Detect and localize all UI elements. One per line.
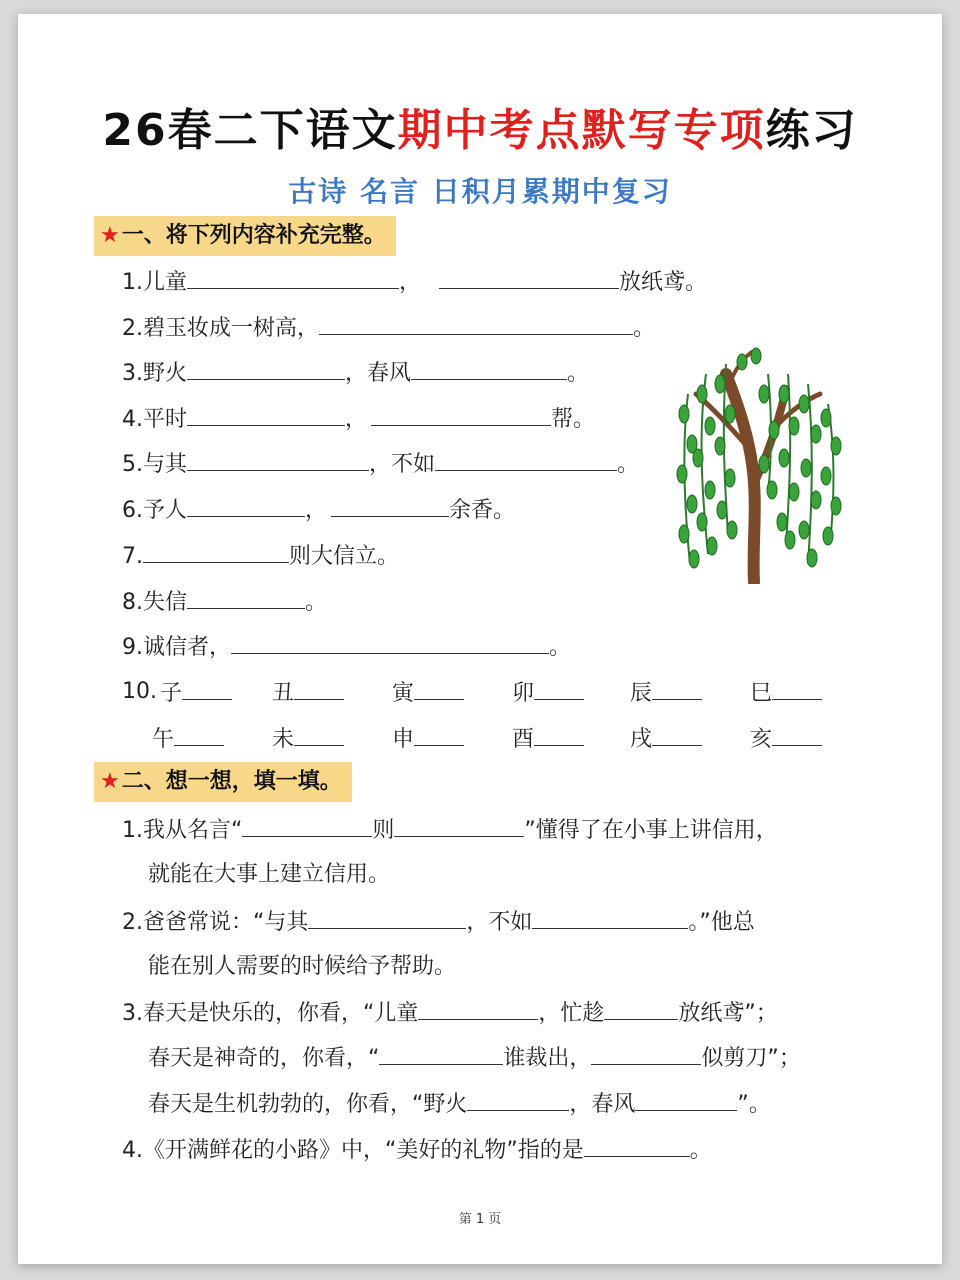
answer-blank[interactable] <box>187 448 369 471</box>
s1-q3-text-b: ，春风 <box>345 361 412 386</box>
s2-q1-text-b: 则 <box>372 818 395 843</box>
s2-q1-line1 <box>122 814 778 846</box>
answer-blank[interactable] <box>187 403 345 426</box>
answer-blank[interactable] <box>242 814 372 837</box>
s1-q4 <box>122 403 595 435</box>
zodiac-item <box>392 677 464 709</box>
zodiac-char: 酉 <box>512 727 535 752</box>
answer-blank[interactable] <box>294 677 344 700</box>
answer-blank[interactable] <box>534 723 584 746</box>
s2-q3-line1 <box>122 997 778 1029</box>
title-part3: 练习 <box>765 105 858 156</box>
answer-blank[interactable] <box>182 677 232 700</box>
s1-q1-text-a: 1.儿童 <box>122 270 187 295</box>
answer-blank[interactable] <box>584 1134 690 1157</box>
s2-q3-text-b: ，忙趁 <box>538 1001 605 1026</box>
s1-q6-text-c: 余香。 <box>449 498 516 523</box>
s2-q2-text-a: 2.爸爸常说：“与其 <box>122 910 309 935</box>
s1-q8 <box>122 586 327 618</box>
s1-q7-text-b: 则大信立。 <box>289 544 400 569</box>
s1-q3 <box>122 357 589 389</box>
zodiac-char: 寅 <box>392 681 415 706</box>
zodiac-item <box>512 677 584 709</box>
answer-blank[interactable] <box>174 723 224 746</box>
title-part2: 期中考点默写专项 <box>397 105 766 156</box>
answer-blank[interactable] <box>635 1088 737 1111</box>
worksheet-page <box>18 14 942 1264</box>
s2-q2-line1 <box>122 906 755 938</box>
s2-q3-text-g: 春天是生机勃勃的，你看，“野火 <box>148 1092 468 1117</box>
zodiac-item <box>630 677 702 709</box>
answer-blank[interactable] <box>379 1042 503 1065</box>
s1-q9-text-b: 。 <box>549 635 572 660</box>
s1-q6-text-a: 6.予人 <box>122 498 187 523</box>
s2-q2-text-b: ，不如 <box>466 910 533 935</box>
s1-q2-text-a: 2.碧玉妆成一树高， <box>122 316 319 341</box>
answer-blank[interactable] <box>772 723 822 746</box>
page-number: 第 1 页 <box>458 1212 502 1227</box>
s1-q2-text-b: 。 <box>633 316 656 341</box>
answer-blank[interactable] <box>308 906 466 929</box>
s1-q7-text-a: 7. <box>122 544 143 569</box>
s2-q1-line2: 就能在大事上建立信用。 <box>148 862 391 887</box>
answer-blank[interactable] <box>187 494 305 517</box>
page-title <box>18 94 942 158</box>
s1-q3-text-c: 。 <box>567 361 590 386</box>
s2-q3-text-i: ”。 <box>737 1092 771 1117</box>
s2-q3-text-a: 3.春天是快乐的，你看，“儿童 <box>122 1001 419 1026</box>
s1-q4-text-c: 帮。 <box>551 407 596 432</box>
s2-q3-text-c: 放纸鸢”； <box>678 1001 778 1026</box>
zodiac-item <box>272 677 344 709</box>
s1-q10-label: 10. <box>122 679 157 704</box>
answer-blank[interactable] <box>319 312 633 335</box>
s2-q1-text-a: 1.我从名言“ <box>122 818 243 843</box>
answer-blank[interactable] <box>187 266 399 289</box>
s1-q4-text-a: 4.平时 <box>122 407 187 432</box>
section1-heading-text: 一、将下列内容补充完整。 <box>121 223 386 248</box>
s1-q6 <box>122 494 515 526</box>
zodiac-char: 丑 <box>272 681 295 706</box>
s1-q9-text-a: 9.诚信者， <box>122 635 231 660</box>
star-icon: ★ <box>100 769 120 794</box>
s1-q1-text-c: 放纸鸢。 <box>619 270 708 295</box>
s1-q5-text-b: ，不如 <box>369 452 436 477</box>
s1-q1 <box>122 266 707 298</box>
section2-heading-text: 二、想一想，填一填。 <box>121 769 342 794</box>
zodiac-char: 申 <box>392 727 415 752</box>
s1-q2 <box>122 312 655 344</box>
answer-blank[interactable] <box>435 448 617 471</box>
answer-blank[interactable] <box>143 540 289 563</box>
answer-blank[interactable] <box>534 677 584 700</box>
zodiac-item <box>630 723 702 755</box>
s1-q5-text-a: 5.与其 <box>122 452 187 477</box>
zodiac-char: 未 <box>272 727 295 752</box>
s2-q3-line2 <box>148 1042 801 1074</box>
s1-q3-text-a: 3.野火 <box>122 361 187 386</box>
s1-q9 <box>122 631 571 663</box>
s2-q4-text-b: 。 <box>689 1138 712 1163</box>
s2-q1-text-c: ”懂得了在小事上讲信用， <box>524 818 778 843</box>
zodiac-item <box>160 677 232 709</box>
answer-blank[interactable] <box>532 906 688 929</box>
answer-blank[interactable] <box>331 494 449 517</box>
zodiac-char: 辰 <box>630 681 653 706</box>
answer-blank[interactable] <box>652 723 702 746</box>
zodiac-char: 午 <box>152 727 175 752</box>
page-subtitle: 古诗 名言 日积月累期中复习 <box>288 175 672 208</box>
s1-q6-text-b: ， <box>305 498 328 523</box>
answer-blank[interactable] <box>604 997 678 1020</box>
s1-q5-text-c: 。 <box>617 452 640 477</box>
s1-q8-text-a: 8.失信 <box>122 590 187 615</box>
answer-blank[interactable] <box>467 1088 569 1111</box>
s2-q3-text-e: 谁裁出， <box>503 1046 592 1071</box>
s1-q4-text-b: ， <box>345 407 368 432</box>
s2-q4 <box>122 1134 712 1166</box>
s2-q2-line2: 能在别人需要的时候给予帮助。 <box>148 954 457 979</box>
answer-blank[interactable] <box>652 677 702 700</box>
answer-blank[interactable] <box>414 677 464 700</box>
s2-q3-text-f: 似剪刀”； <box>701 1046 801 1071</box>
willow-tree-icon <box>668 334 848 584</box>
zodiac-char: 卯 <box>512 681 535 706</box>
answer-blank[interactable] <box>394 814 524 837</box>
answer-blank[interactable] <box>371 403 551 426</box>
answer-blank[interactable] <box>591 1042 701 1065</box>
zodiac-char: 亥 <box>750 727 773 752</box>
zodiac-item <box>272 723 344 755</box>
zodiac-char: 子 <box>160 681 183 706</box>
zodiac-item <box>392 723 464 755</box>
zodiac-item <box>512 723 584 755</box>
zodiac-item <box>750 677 822 709</box>
s2-q3-line3 <box>148 1088 771 1120</box>
s1-q5 <box>122 448 639 480</box>
s1-q7 <box>122 540 399 572</box>
zodiac-item <box>152 723 224 755</box>
s1-q1-text-b: ， <box>399 270 422 295</box>
s2-q3-text-h: ，春风 <box>569 1092 636 1117</box>
answer-blank[interactable] <box>411 357 567 380</box>
s1-q8-text-b: 。 <box>305 590 328 615</box>
s2-q2-text-c: 。”他总 <box>688 910 755 935</box>
s2-q3-text-d: 春天是神奇的，你看，“ <box>148 1046 380 1071</box>
title-part1: 26春二下语文 <box>102 105 398 156</box>
star-icon: ★ <box>100 223 120 248</box>
s2-q4-text-a: 4.《开满鲜花的小路》中，“美好的礼物”指的是 <box>122 1138 584 1163</box>
zodiac-char: 巳 <box>750 681 773 706</box>
zodiac-char: 戌 <box>630 727 653 752</box>
answer-blank[interactable] <box>231 631 549 654</box>
answer-blank[interactable] <box>418 997 538 1020</box>
answer-blank[interactable] <box>439 266 619 289</box>
section2-heading <box>94 762 352 802</box>
answer-blank[interactable] <box>414 723 464 746</box>
answer-blank[interactable] <box>187 586 305 609</box>
zodiac-item <box>750 723 822 755</box>
section1-heading <box>94 216 396 256</box>
answer-blank[interactable] <box>187 357 345 380</box>
answer-blank[interactable] <box>294 723 344 746</box>
answer-blank[interactable] <box>772 677 822 700</box>
